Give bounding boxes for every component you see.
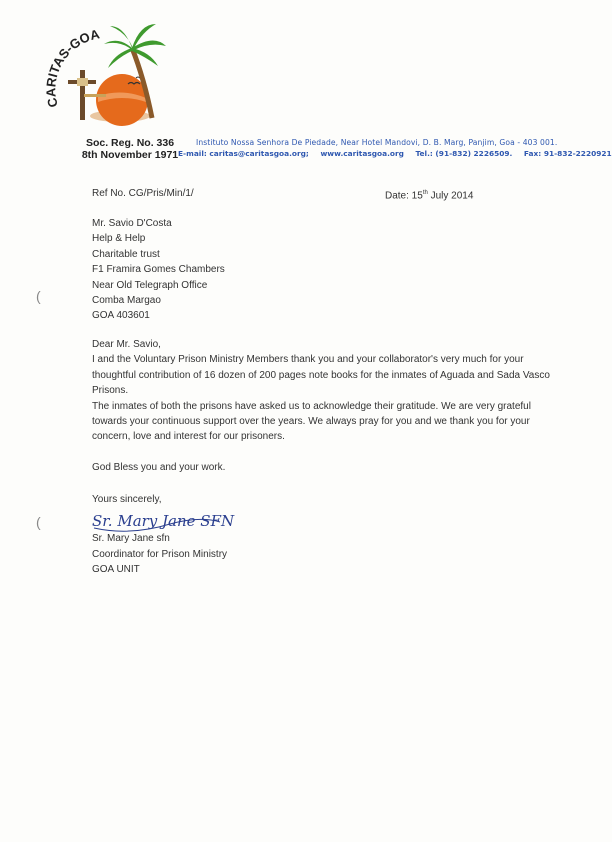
fax-text: Fax: 91-832-2220921 xyxy=(523,149,612,158)
body-paragraph-2: The inmates of both the prisons have asked us to acknowledge their gratitude. We are very grateful towards your continuous support over the years. We always pray for you and we thank you for your concern, love and interest for our prisoners. xyxy=(92,400,531,443)
reference-number: Ref No. CG/Pris/Min/1/ xyxy=(92,188,194,199)
recipient-line: Charitable trust xyxy=(92,248,160,260)
letterhead-contact xyxy=(178,149,612,158)
signature-text: Sr. Mary Jane SFN xyxy=(92,512,235,530)
recipient-line: GOA 403601 xyxy=(92,310,150,322)
signer-unit: GOA UNIT xyxy=(92,564,140,576)
punch-mark: ( xyxy=(36,288,41,304)
handwritten-signature xyxy=(90,502,260,540)
caritas-goa-logo xyxy=(40,18,170,136)
recipient-line: Near Old Telegraph Office xyxy=(92,279,208,291)
registration-date: 8th November 1971 xyxy=(81,149,179,161)
registration-number: Soc. Reg. No. 336 xyxy=(85,137,175,149)
website-text: www.caritasgoa.org xyxy=(320,149,404,158)
recipient-line: F1 Framira Gomes Chambers xyxy=(92,264,225,276)
valediction: Yours sincerely, xyxy=(92,494,162,505)
letter-body xyxy=(92,337,562,475)
signer-name: Sr. Mary Jane sfn xyxy=(92,533,170,545)
body-paragraph-1: I and the Voluntary Prison Ministry Members thank you and your collaborator's very much for your thoughtful contribution of 16 dozen of 200 pages note books for the inmates of Aguada and Sada Vasco Prisons. xyxy=(92,354,550,397)
telephone-text: Tel.: (91-832) 2226509. xyxy=(415,149,513,158)
recipient-address xyxy=(92,216,225,324)
recipient-line: Mr. Savio D'Costa xyxy=(92,218,172,229)
logo-text: CARITAS-GOA xyxy=(43,26,101,109)
salutation: Dear Mr. Savio, xyxy=(92,339,161,350)
blessing-line: God Bless you and your work. xyxy=(92,461,226,473)
recipient-line: Help & Help xyxy=(92,233,146,245)
signer-title: Coordinator for Prison Ministry xyxy=(92,548,228,560)
email-text: E-mail: caritas@caritasgoa.org; xyxy=(178,149,309,158)
letterhead-address: Instituto Nossa Senhora De Piedade, Near Hotel Mandovi, D. B. Marg, Panjim, Goa - 403 001. xyxy=(196,138,558,147)
recipient-line: Comba Margao xyxy=(92,295,161,307)
punch-mark: ( xyxy=(36,514,41,530)
registration-block xyxy=(70,137,190,161)
letter-date: Date: 15th July 2014 xyxy=(385,190,474,202)
